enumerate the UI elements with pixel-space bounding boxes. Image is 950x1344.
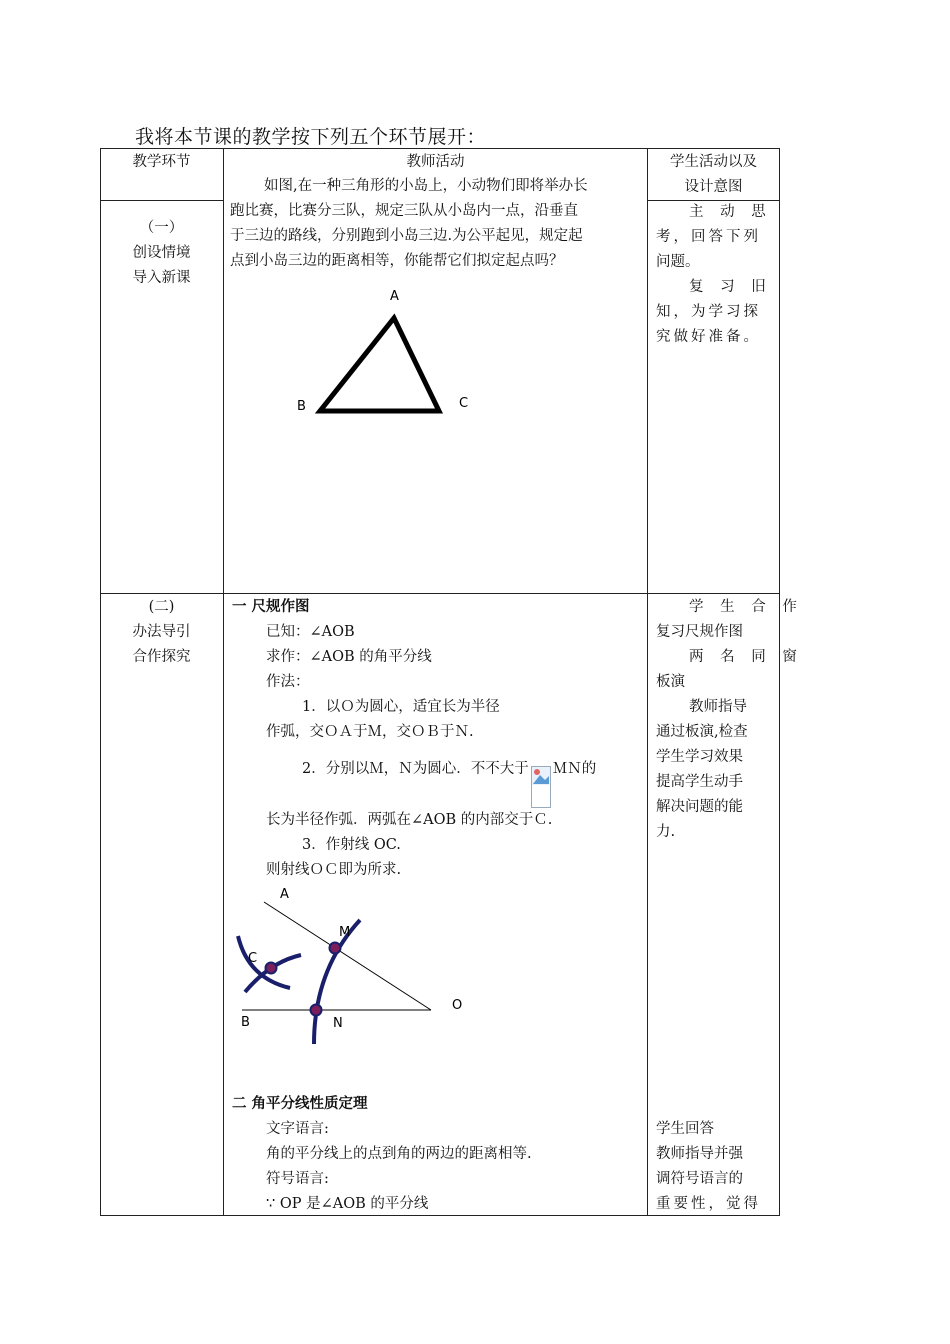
header-student: 学生活动以及 设计意图	[670, 154, 757, 195]
intro-sentence: 我将本节课的教学按下列五个环节展开：	[135, 126, 487, 148]
step2-line: 2．分别以Ｍ，Ｎ为圆心．不不大于 ＭＮ的	[232, 757, 642, 808]
row1-stage: （一） 创设情境 导入新课	[132, 220, 191, 286]
row-divider	[100, 593, 780, 594]
table-border-right	[779, 148, 780, 1216]
row2-teacher-section2: 二 角平分线性质定理 文字语言: 角的平分线上的点到角的两边的距离相等. 符号语言: ∵ OP 是∠AOB 的平分线	[232, 1092, 642, 1217]
label-c: C	[459, 396, 469, 411]
bisector-figure	[224, 878, 647, 1108]
label-m: M	[339, 925, 351, 940]
header-divider-col1	[100, 200, 224, 201]
ray-oa	[264, 902, 431, 1010]
header-teacher: 教师活动	[406, 154, 465, 170]
row1-teacher-text: 如图,在一种三角形的小岛上，小动物们即将举办长 跑比赛，比赛分三队，规定三队从小岛内一点，沿垂直 于三边的路线，分别跑到小岛三边.为公平起见，规定起 点到小岛三边的距离相等，你能帮它们拟定起点吗？	[230, 178, 588, 269]
broken-image-icon	[531, 766, 551, 808]
row2-teacher-section1: 一 尺规作图 已知：∠AOB 求作：∠AOB 的角平分线 作法： 1．以Ｏ为圆心，适宜长为半径 作弧，交ＯＡ于Ｍ，交ＯＢ于Ｎ. 2．分别以Ｍ，Ｎ为圆心．不不大于 ＭＮ的 长为半径作弧．两弧在∠AOB 的内部交于Ｃ. 3．作射线 OC. 则射线ＯＣ即为所求.	[232, 595, 642, 883]
label-b: B	[241, 1015, 250, 1030]
label-o: O	[452, 998, 463, 1013]
lesson-table	[100, 148, 803, 1216]
row1-student-text: 主 动 思 考，回答下列 问题。 复 习 旧 知，为学习探 究做好准备。	[656, 204, 772, 345]
label-n: N	[333, 1016, 343, 1031]
row2-student-text-a: 学 生 合 作 复习尺规作图 两 名 同 窗 板演 教师指导 通过板演,检查 学生学习效果 提高学生动手 解决问题的能 力.	[656, 599, 803, 840]
point-m	[330, 943, 341, 954]
label-a: A	[390, 289, 399, 304]
header-stage: 教学环节	[132, 154, 191, 170]
table-divider-2	[647, 148, 648, 1216]
row2-stage: (二) 办法导引 合作探究	[132, 599, 191, 665]
section2-title: 二 角平分线性质定理	[232, 1096, 368, 1112]
table-border-left	[100, 148, 101, 1216]
point-c	[266, 963, 277, 974]
point-n	[311, 1005, 322, 1016]
section1-title: 一 尺规作图	[232, 599, 310, 615]
triangle-abc	[320, 318, 439, 411]
label-b: B	[297, 399, 306, 414]
label-c: C	[248, 951, 258, 966]
label-a: A	[280, 887, 289, 902]
row2-student-text-b: 学生回答 教师指导并强 调符号语言的 重要性，觉得	[656, 1121, 761, 1212]
triangle-figure	[224, 278, 647, 438]
table-border-top	[100, 148, 780, 149]
